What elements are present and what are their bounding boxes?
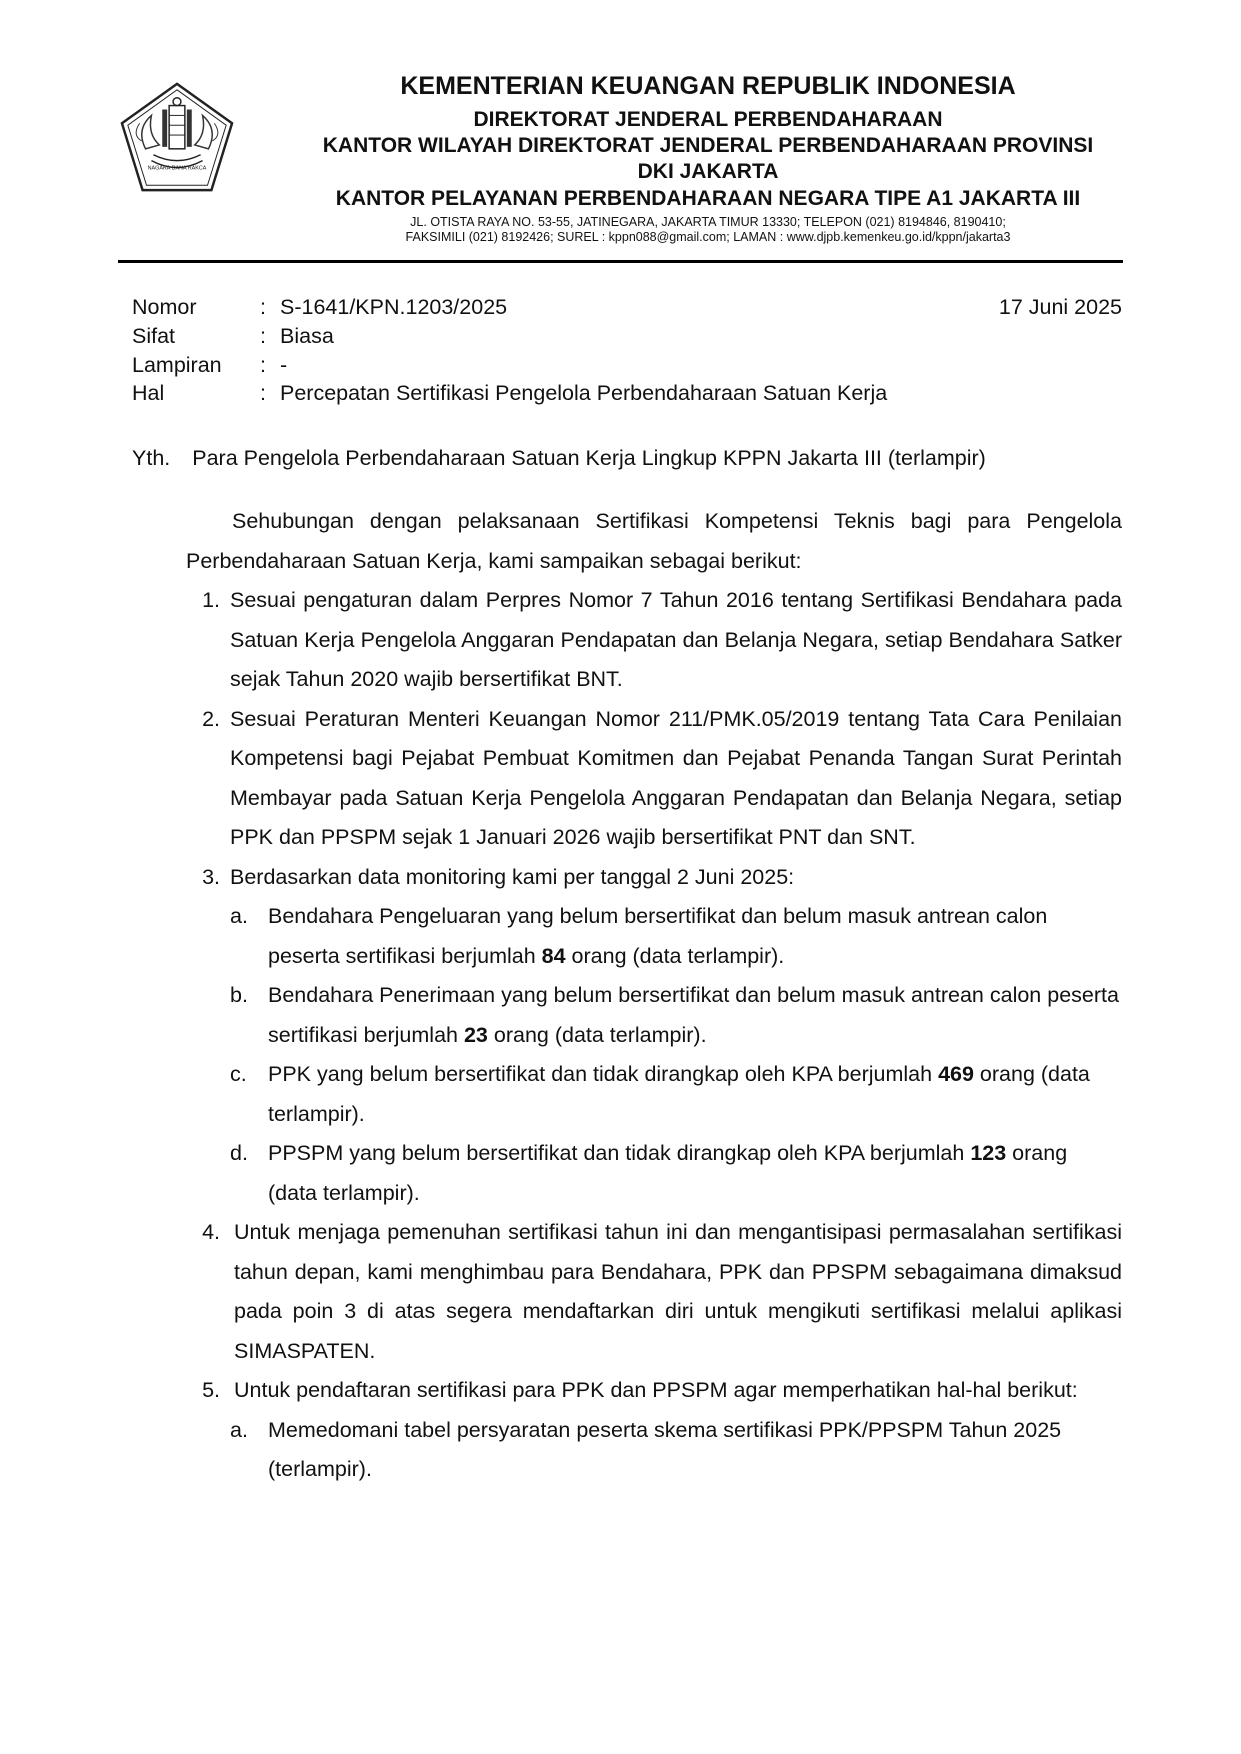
colon: : <box>260 324 266 348</box>
colon: : <box>260 381 266 405</box>
letter-body <box>186 502 1122 1490</box>
item-text: Untuk pendaftaran sertifikasi para PPK dan PPSPM agar memperhatikan hal-hal berikut: <box>234 1378 1078 1402</box>
sub-text-after: orang (data terlampir). <box>268 1062 1090 1126</box>
sub-letter: b. <box>230 983 248 1007</box>
sub-letter: a. <box>230 1417 248 1442</box>
letterhead-divider <box>118 260 1123 263</box>
sub-text-before: Bendahara Pengeluaran yang belum bersertifikat dan belum masuk antrean calon peserta sertifikasi berjumlah <box>268 904 1048 968</box>
lampiran-value: - <box>280 353 288 377</box>
sub-item <box>220 976 1122 1055</box>
hal-label: Hal <box>132 381 165 405</box>
letterhead-ministry: KEMENTERIAN KEUANGAN REPUBLIK INDONESIA <box>400 72 1016 100</box>
sub-text-before: Bendahara Penerimaan yang belum bersertifikat dan belum masuk antrean calon peserta sertifikasi berjumlah <box>268 983 1119 1047</box>
sub-text-before: PPSPM yang belum bersertifikat dan tidak dirangkap oleh KPA berjumlah <box>268 1141 971 1165</box>
item-text: Sesuai pengaturan dalam Perpres Nomor 7 Tahun 2016 tentang Sertifikasi Bendahara pada Satuan Kerja Pengelola Anggaran Pendapatan dan Belanja Negara, setiap Bendahara Satker sejak Tahun 2020 wajib bersertifikat BNT. <box>230 588 1122 691</box>
lampiran-label: Lampiran <box>132 353 222 377</box>
sub-letter: d. <box>230 1141 248 1165</box>
item-text: Berdasarkan data monitoring kami per tanggal 2 Juni 2025: <box>230 864 795 889</box>
sifat-value: Biasa <box>280 324 334 348</box>
letterhead-directorate: DIREKTORAT JENDERAL PERBENDAHARAAN <box>473 108 943 131</box>
item-text: Sesuai Peraturan Menteri Keuangan Nomor 211/PMK.05/2019 tentang Tata Cara Penilaian Kompetensi bagi Pejabat Pembuat Komitmen dan Pejabat Penanda Tangan Surat Perintah Membayar pada Satuan Kerja Pengelola Anggaran Pendapatan dan Belanja Negara, setiap PPK dan PPSPM sejak 1 Januari 2026 wajib bersertifikat PNT dan SNT. <box>230 706 1122 849</box>
sub-text-after: orang (data terlampir). <box>268 1141 1068 1205</box>
meta-nomor <box>132 295 1122 325</box>
sub-count: 23 <box>463 1022 488 1047</box>
item-number: 3. <box>202 864 220 889</box>
item-number: 2. <box>202 706 220 731</box>
list-item <box>186 1371 1122 1411</box>
letterhead-regional-office: KANTOR WILAYAH DIREKTORAT JENDERAL PERBENDAHARAAN PROVINSI <box>322 134 1094 157</box>
sub-letter: a. <box>230 904 248 928</box>
meta-lampiran <box>132 353 1122 383</box>
list-item <box>186 858 1122 898</box>
list-item <box>186 700 1122 858</box>
sub-item <box>220 897 1122 976</box>
item-number: 1. <box>202 588 220 612</box>
recipient <box>132 446 986 471</box>
list-item <box>186 581 1122 700</box>
hal-value: Percepatan Sertifikasi Pengelola Perbendaharaan Satuan Kerja <box>280 381 888 405</box>
sub-item <box>220 1411 1122 1490</box>
item-text: Untuk menjaga pemenuhan sertifikasi tahun ini dan mengantisipasi permasalahan sertifikasi tahun depan, kami menghimbau para Bendahara, PPK dan PPSPM sebagaimana dimaksud pada poin 3 di atas segera mendaftarkan diri untuk mengikuti sertifikasi melalui aplikasi SIMASPATEN. <box>234 1220 1122 1363</box>
item-number: 4. <box>202 1220 220 1244</box>
sub-count: 84 <box>541 943 566 968</box>
letter-date: 17 Juni 2025 <box>998 295 1122 319</box>
letterhead-kppn: KANTOR PELAYANAN PERBENDAHARAAN NEGARA TIPE A1 JAKARTA III <box>335 187 1081 210</box>
letterhead-province: DKI JAKARTA <box>637 160 779 183</box>
sub-text <box>268 1134 1122 1213</box>
nomor-value: S-1641/KPN.1203/2025 <box>280 295 508 319</box>
sub-count: 123 <box>970 1141 1007 1165</box>
sub-text <box>268 1055 1122 1134</box>
meta-hal <box>132 381 1122 411</box>
sub-text-after: orang (data terlampir). <box>487 1022 707 1047</box>
sub-text: Memedomani tabel persyaratan peserta skema sertifikasi PPK/PPSPM Tahun 2025 (terlampir). <box>268 1417 1062 1481</box>
intro-paragraph: Sehubungan dengan pelaksanaan Sertifikasi Kompetensi Teknis bagi para Pengelola Perbendaharaan Satuan Kerja, kami sampaikan sebagai berikut: <box>186 509 1122 573</box>
sub-text-before: PPK yang belum bersertifikat dan tidak dirangkap oleh KPA berjumlah <box>268 1062 939 1086</box>
sub-letter: c. <box>230 1062 247 1086</box>
letterhead-address: JL. OTISTA RAYA NO. 53-55, JATINEGARA, JAKARTA TIMUR 13330; TELEPON (021) 8194846, 8190410; <box>410 215 1006 229</box>
item-number: 5. <box>202 1378 220 1402</box>
sub-text <box>268 897 1122 976</box>
recipient-text: Para Pengelola Perbendaharaan Satuan Kerja Lingkup KPPN Jakarta III (terlampir) <box>192 446 986 470</box>
meta-sifat <box>132 324 1122 354</box>
recipient-label: Yth. <box>132 446 171 470</box>
ministry-logo <box>118 80 236 198</box>
sifat-label: Sifat <box>132 324 176 348</box>
colon: : <box>260 295 266 319</box>
letterhead-contact: FAKSIMILI (021) 8192426; SUREL : kppn088@gmail.com; LAMAN : www.djpb.kemenkeu.go.id/kppn/jakarta3 <box>405 230 1011 244</box>
sub-item <box>220 1055 1122 1134</box>
sub-item <box>220 1134 1122 1213</box>
colon: : <box>260 353 266 377</box>
sub-text-after: orang (data terlampir). <box>565 943 785 968</box>
sub-text <box>268 976 1122 1055</box>
svg-text:NAGARA DANA RAKCA: NAGARA DANA RAKCA <box>147 165 207 172</box>
nomor-label: Nomor <box>132 295 197 319</box>
list-item <box>186 1213 1122 1371</box>
sub-count: 469 <box>938 1062 974 1086</box>
